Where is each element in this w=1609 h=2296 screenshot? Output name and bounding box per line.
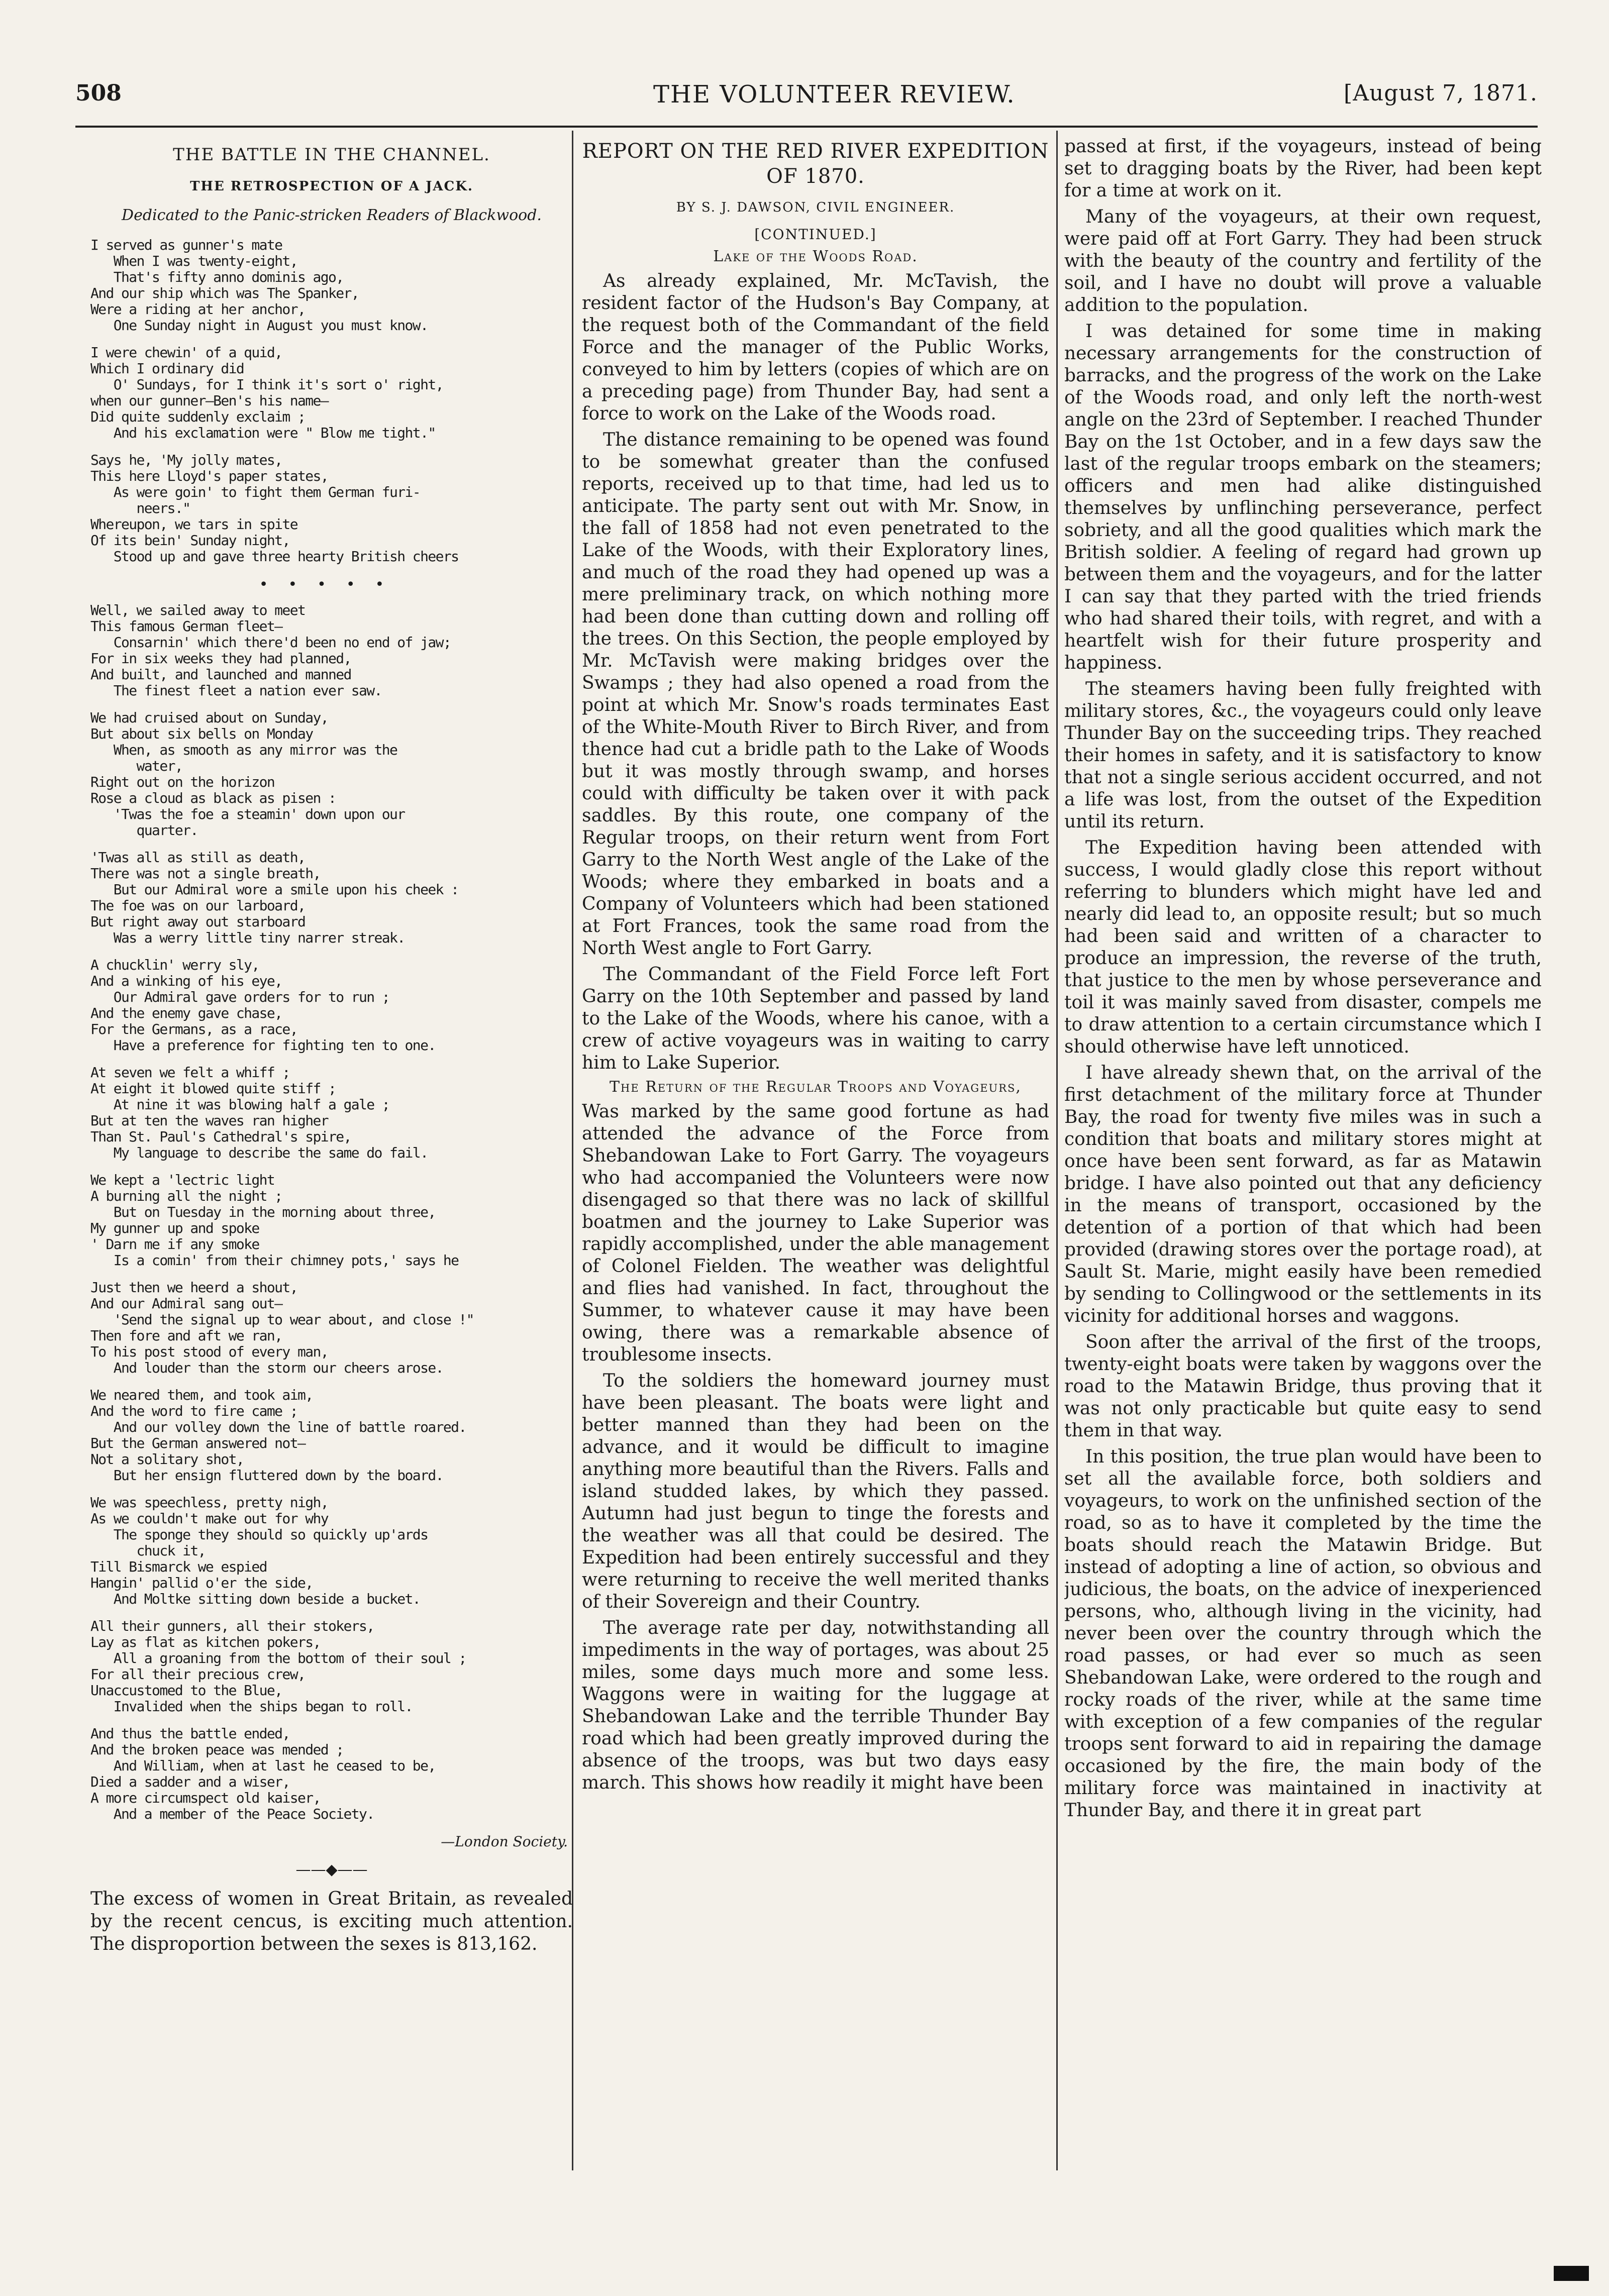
- poem-line: We had cruised about on Sunday,: [90, 709, 328, 726]
- report-paragraphs: [582, 270, 1049, 1074]
- poem-line: Whereupon, we tars in spite: [90, 516, 297, 533]
- poem-line: O' Sundays, for I think it's sort o' right,: [90, 376, 443, 393]
- poem-stanza: [90, 1618, 573, 1715]
- poem-line: The finest fleet a nation ever saw.: [90, 682, 382, 699]
- poem-attribution: —London Society.: [441, 1833, 568, 1850]
- poem-stanza: [90, 452, 573, 565]
- poem-line: But the German answered not—: [90, 1435, 306, 1451]
- poem-line: All a groaning from the bottom of their soul ;: [90, 1650, 466, 1666]
- poem-line: when our gunner—Ben's his name—: [90, 392, 328, 409]
- poem-body: [90, 237, 573, 1822]
- poem-line: To his post stood of every man,: [90, 1343, 328, 1360]
- poem-line: For in six weeks they had planned,: [90, 650, 351, 667]
- header-rule: [75, 126, 1538, 128]
- paragraph: I was detained for some time in making necessary arrangements for the construction of barracks, and the progress of the work on the Lake of the Woods road, and only left the north-west angle on the 23rd of September. I reached Thunder Bay on the 1st October, and in a few days saw the last of the regular troops embark on the steamers; officers and men had alike distinguished themselves by unflinching perseverance, perfect sobriety, and all the good qualities which mark the British soldier. A feeling of regard had grown up between them and the voyageurs, and for the latter I can say that they parted with the tried friends who had shared their toils, with regret, and with a heartfelt wish for their future prosperity and happiness.: [1064, 321, 1542, 673]
- poem-line: Says he, 'My jolly mates,: [90, 452, 282, 468]
- paragraph: I have already shewn that, on the arrival of the first detachment of the military force at Thunder Bay, the road for twenty five miles was in such a condition that boats and military stores might at once have been sent forward, as far as Matawin bridge. I have also pointed out that any deficiency in the means of transport, occasioned by the detention of a portion of that which had been provided (drawing stores over the portage road), at Sault St. Marie, might easily have been remedied by sending to Collingwood or the settlements in its vicinity for additional horses and waggons.: [1064, 1063, 1542, 1326]
- poem-line: And our ship which was The Spanker,: [90, 285, 359, 301]
- poem-line: Just then we heerd a shout,: [90, 1279, 297, 1296]
- poem-line: quarter.: [90, 822, 198, 839]
- poem-stanza: [90, 850, 573, 946]
- poem-line: My language to describe the same do fail.: [90, 1144, 428, 1161]
- poem-line: chuck it,: [90, 1542, 206, 1559]
- poem-title: THE BATTLE IN THE CHANNEL.: [173, 145, 490, 165]
- poem-line: At seven we felt a whiff ;: [90, 1064, 290, 1081]
- page-edge-mark: [1554, 2266, 1589, 2281]
- poem-line: neers.": [90, 500, 190, 516]
- poem-line: For all their precious crew,: [90, 1666, 306, 1683]
- poem-line: But right away out starboard: [90, 913, 306, 930]
- poem-stanza: [90, 1172, 573, 1269]
- poem-line: Have a preference for fighting ten to one.: [90, 1037, 436, 1054]
- poem-line: But our Admiral wore a smile upon his cheek :: [90, 881, 459, 898]
- poem-line: Consarnin' which there'd been no end of jaw;: [90, 634, 451, 651]
- closing-note: The excess of women in Great Britain, as revealed by the recent cencus, is exciting much attention. The disproportion between the sexes is 813,162.: [90, 1889, 573, 1954]
- poem-line: That's fifty anno dominis ago,: [90, 269, 344, 285]
- poem-line: Of its bein' Sunday night,: [90, 532, 290, 549]
- page-number: 508: [75, 80, 122, 106]
- poem-line: I served as gunner's mate: [90, 237, 282, 253]
- separator-ornament: ——◆——: [295, 1861, 368, 1878]
- poem-line: But at ten the waves ran higher: [90, 1112, 328, 1129]
- poem-line: My gunner up and spoke: [90, 1220, 259, 1236]
- poem-line: I were chewin' of a quid,: [90, 344, 282, 361]
- poem-stanza: [90, 602, 573, 699]
- poem-line: As were goin' to fight them German furi-: [90, 484, 421, 500]
- column-report-continued: [1064, 136, 1542, 2271]
- poem-line: And louder than the storm our cheers arose.: [90, 1360, 443, 1376]
- paragraph: Was marked by the same good fortune as had attended the advance of the Force from Shebandowan Lake to Fort Garry. The voyageurs who had accompanied the Volunteers were now disengaged so that there was no lack of skillful boatmen and the journey to Lake Superior was rapidly accomplished, under the able management of Colonel Fielden. The weather was delightful and flies had vanished. In fact, throughout the Summer, to whatever cause it may have been owing, there was a remarkable absence of troublesome insects.: [582, 1101, 1049, 1365]
- report-paragraphs: [582, 1101, 1049, 1794]
- poem-line: water,: [90, 758, 183, 774]
- poem-line: Lay as flat as kitchen pokers,: [90, 1634, 321, 1650]
- poem-line: And our Admiral sang out—: [90, 1295, 282, 1312]
- poem-line: When, as smooth as any mirror was the: [90, 742, 397, 758]
- continued-label: [CONTINUED.]: [754, 226, 877, 243]
- paragraph: As already explained, Mr. McTavish, the resident factor of the Hudson's Bay Company, at the request both of the Commandant of the field Force and the manager of the Public Works, conveyed to him by letters (copies of which are on a preceding page) from Thunder Bay, had sent a force to work on the Lake of the Woods road.: [582, 271, 1049, 424]
- poem-line: Unaccustomed to the Blue,: [90, 1682, 282, 1699]
- poem-line: The sponge they should so quickly up'ards: [90, 1526, 428, 1543]
- poem-line: But on Tuesday in the morning about three,: [90, 1204, 436, 1220]
- poem-line: And William, when at last he ceased to be,: [90, 1757, 436, 1774]
- paragraph: Many of the voyageurs, at their own request, were paid off at Fort Garry. They had been struck with the beauty of the country and fertility of the soil, and I have no doubt will prove a valuable addition to the population.: [1064, 206, 1542, 316]
- column-poem: [90, 136, 573, 2271]
- poem-line: All their gunners, all their stokers,: [90, 1618, 374, 1634]
- poem-line: This famous German fleet—: [90, 618, 282, 635]
- poem-line: When I was twenty-eight,: [90, 253, 297, 269]
- poem-line: We was speechless, pretty nigh,: [90, 1494, 328, 1511]
- column-report: [582, 136, 1049, 2271]
- poem-line: Died a sadder and a wiser,: [90, 1773, 290, 1790]
- poem-line: Stood up and gave three hearty British cheers: [90, 548, 459, 565]
- poem-line: Our Admiral gave orders for to run ;: [90, 989, 390, 1005]
- report-byline: BY S. J. DAWSON, CIVIL ENGINEER.: [676, 200, 955, 215]
- poem-line: And his exclamation were " Blow me tight.": [90, 425, 436, 441]
- poem-line: And a member of the Peace Society.: [90, 1806, 374, 1822]
- paragraph: The average rate per day, notwithstanding all impediments in the way of portages, was about 25 miles, some days much more and some less. Waggons were in waiting for the luggage at Shebandowan Lake and the terrible Thunder Bay road which had been greatly improved during the absence of the troops, was but two days easy march. This shows how readily it might have been: [582, 1618, 1049, 1793]
- poem-stanza: [90, 237, 573, 334]
- poem-line: And the enemy gave chase,: [90, 1005, 282, 1021]
- poem-line: One Sunday night in August you must know.: [90, 317, 428, 334]
- poem-line: Which I ordinary did: [90, 360, 244, 377]
- poem-line: 'Send the signal up to wear about, and close !": [90, 1311, 474, 1328]
- poem-dedication: Dedicated to the Panic-stricken Readers of Blackwood.: [122, 206, 542, 224]
- poem-line: And built, and launched and manned: [90, 666, 351, 683]
- poem-line: And thus the battle ended,: [90, 1725, 290, 1742]
- poem-stanza: [90, 345, 573, 441]
- poem-line: Then fore and aft we ran,: [90, 1327, 282, 1344]
- poem-line: And Moltke sitting down beside a bucket.: [90, 1591, 421, 1607]
- poem-stanza: [90, 710, 573, 839]
- poem-line: Not a solitary shot,: [90, 1451, 244, 1468]
- poem-line: Did quite suddenly exclaim ;: [90, 408, 306, 425]
- poem-line: Than St. Paul's Cathedral's spire,: [90, 1128, 351, 1145]
- poem-line: The foe was on our larboard,: [90, 897, 306, 914]
- poem-line: And a winking of his eye,: [90, 973, 282, 989]
- paragraph: The distance remaining to be opened was found to be somewhat greater than the confused reports, received up to that time, had led us to anticipate. The party sent out with Mr. Snow, in the fall of 1858 had not even penetrated to the Lake of the Woods, with their Exploratory lines, and much of the road they had opened up was a mere preliminary track, on which nothing more had been done than cutting down and rolling off the trees. On this Section, the people employed by Mr. McTavish were making bridges over the Swamps ; they had also opened a road from the point at which Mr. Snow's roads terminates East of the White-Mouth River to Birch River, and from thence had cut a bridle path to the Lake of Woods but it was mostly through swamp, and horses could with difficulty be taken over it with pack saddles. By this route, one company of the Regular troops, on their return went from Fort Garry to the North West angle of the Lake of the Woods; where they embarked in boats and a Company of Volunteers which had been stationed at Fort Frances, took the same road from the North West angle to Fort Garry.: [582, 430, 1049, 959]
- poem-line: Is a comin' from their chimney pots,' says he: [90, 1252, 459, 1269]
- poem-line: At eight it blowed quite stiff ;: [90, 1080, 336, 1097]
- paragraph: The Expedition having been attended with success, I would gladly close this report without referring to blunders which might have led and nearly did lead to, an opposite result; but so much had been said and written of a character to produce an impression, the reverse of the truth, that justice to the men by whose perseverance and toil it was mainly saved from disaster, compels me to draw attention to a certain circumstance which I should otherwise have left unnoticed.: [1064, 838, 1542, 1057]
- poem-line: A chucklin' werry sly,: [90, 957, 259, 973]
- poem-stanza: [90, 957, 573, 1054]
- poem-line: We kept a 'lectric light: [90, 1172, 275, 1188]
- paragraph: Soon after the arrival of the first of the troops, twenty-eight boats were taken by waggons over the road to the Matawin Bridge, thus proving that it was not only practicable but quite easy to send them in that way.: [1064, 1332, 1542, 1441]
- poem-line: But her ensign fluttered down by the board.: [90, 1467, 443, 1484]
- publication-title: THE VOLUNTEER REVIEW.: [653, 80, 1016, 109]
- poem-line: For the Germans, as a race,: [90, 1021, 297, 1037]
- poem-line: Right out on the horizon: [90, 774, 275, 790]
- poem-line: And the broken peace was mended ;: [90, 1741, 344, 1758]
- section-heading: Lake of the Woods Road.: [713, 248, 918, 265]
- poem-stanza: [90, 1495, 573, 1607]
- paragraph: To the soldiers the homeward journey must have been pleasant. The boats were light and better manned than they had been on the advance, and it would be difficult to imagine anything more beautiful than the Rivers. Falls and island studded lakes, by which they passed. Autumn had just begun to tinge the forests and the weather was all that could be desired. The Expedition had been entirely successful and they were returning to receive the well merited thanks of their Sovereign and their Country.: [582, 1371, 1049, 1612]
- poem-line: Hangin' pallid o'er the side,: [90, 1575, 313, 1591]
- poem-line: 'Twas the foe a steamin' down upon our: [90, 806, 405, 822]
- poem-line: But about six bells on Monday: [90, 725, 313, 742]
- poem-line: Rose a cloud as black as pisen :: [90, 790, 336, 806]
- poem-line: And our volley down the line of battle roared.: [90, 1419, 466, 1435]
- poem-line: Well, we sailed away to meet: [90, 602, 306, 618]
- poem-line: 'Twas all as still as death,: [90, 849, 306, 866]
- poem-line: Invalided when the ships began to roll.: [90, 1698, 413, 1715]
- paragraph: passed at first, if the voyageurs, instead of being set to dragging boats by the River, had been kept for a time at work on it.: [1064, 136, 1542, 201]
- section-break-dots: •••••: [259, 576, 405, 593]
- poem-line: Was a werry little tiny narrer streak.: [90, 929, 405, 946]
- poem-line: ' Darn me if any smoke: [90, 1236, 259, 1253]
- poem-stanza: [90, 1065, 573, 1161]
- poem-line: Were a riding at her anchor,: [90, 301, 306, 318]
- poem-line: At nine it was blowing half a gale ;: [90, 1096, 390, 1113]
- poem-line: A more circumspect old kaiser,: [90, 1790, 321, 1806]
- poem-line: And the word to fire came ;: [90, 1403, 297, 1419]
- paragraph: The steamers having been fully freighted with military stores, &c., the voyageurs could only leave Thunder Bay on the succeeding trips. They reached their homes in safety, and it is satisfactory to know that not a single serious accident occurred, and not a life was lost, from the outset of the Expedition until its return.: [1064, 679, 1542, 832]
- page-header: [75, 80, 1538, 121]
- poem-line: There was not a single breath,: [90, 865, 321, 882]
- poem-stanza: [90, 1726, 573, 1822]
- poem-line: We neared them, and took aim,: [90, 1387, 313, 1403]
- paragraph: In this position, the true plan would have been to set all the available force, both soldiers and voyageurs, to work on the unfinished section of the road, so as to have it completed by the time the boats should reach the Matawin Bridge. But instead of adopting a line of action, so obvious and judicious, the boats, on the advice of inexperienced persons, who, although living in the vicinity, had never been over the country through which the road passes, or had ever so much as seen Shebandowan Lake, were ordered to the rough and rocky roads of the river, while at the same time with exception of a few companies of the regular troops sent forward to aid in repairing the damage occasioned by the fire, the main body of the military force was maintained in inactivity at Thunder Bay, and there it in great part: [1064, 1446, 1542, 1821]
- poem-line: As we couldn't make out for why: [90, 1510, 328, 1527]
- report-paragraphs: [1064, 136, 1542, 1822]
- poem-line: This here Lloyd's paper states,: [90, 468, 328, 484]
- report-title: REPORT ON THE RED RIVER EXPEDITION OF 1870.: [582, 140, 1049, 188]
- poem-stanza: [90, 1280, 573, 1376]
- issue-date: [August 7, 1871.: [1344, 80, 1538, 106]
- paragraph: The Commandant of the Field Force left Fort Garry on the 10th September and passed by land to the Lake of the Woods, where his canoe, with a crew of active voyageurs was in waiting to carry him to Lake Superior.: [582, 964, 1049, 1073]
- poem-line: Till Bismarck we espied: [90, 1558, 267, 1575]
- section-heading: The Return of the Regular Troops and Voyageurs,: [610, 1078, 1022, 1096]
- poem-subtitle: THE RETROSPECTION OF A JACK.: [190, 179, 473, 194]
- poem-stanza: [90, 1387, 573, 1484]
- poem-line: A burning all the night ;: [90, 1188, 282, 1204]
- column-divider: [1056, 131, 1058, 2170]
